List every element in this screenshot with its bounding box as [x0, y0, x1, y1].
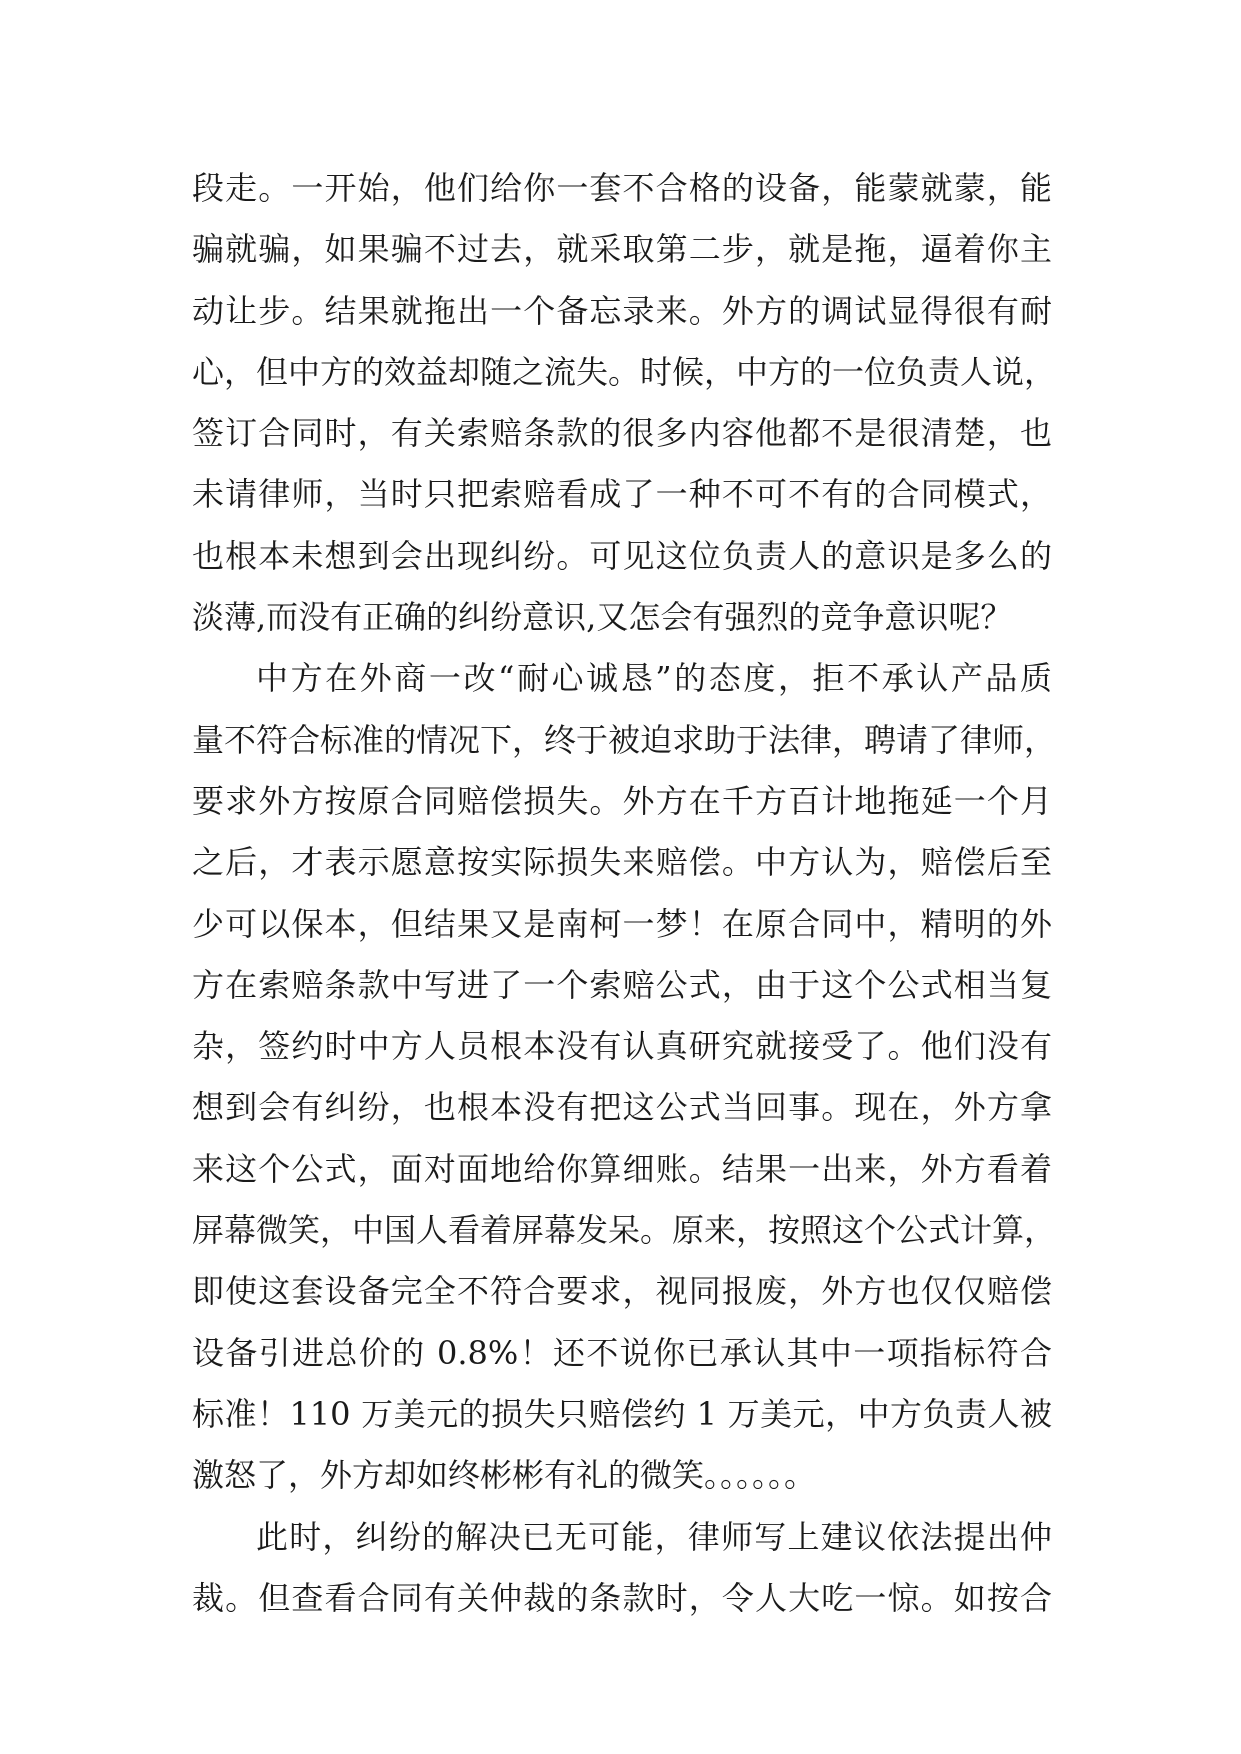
text-line: 设备引进总价的 0.8%！还不说你已承认其中一项指标符合	[192, 1333, 1052, 1372]
text-line: 中方在外商一改“耐心诚恳”的态度，拒不承认产品质	[256, 659, 1052, 698]
text-line: 心，但中方的效益却随之流失。时候，中方的一位负责人说，	[192, 352, 1057, 391]
text-line: 要求外方按原合同赔偿损失。外方在千方百计地拖延一个月	[192, 781, 1052, 820]
text-line: 此时，纠纷的解决已无可能，律师写上建议依法提出仲	[256, 1517, 1052, 1556]
text-line: 想到会有纠纷，也根本没有把这公式当回事。现在，外方拿	[192, 1088, 1052, 1127]
text-line: 屏幕微笑，中国人看着屏幕发呆。原来，按照这个公式计算，	[192, 1211, 1057, 1250]
text-line: 签订合同时，有关索赔条款的很多内容他都不是很清楚，也	[192, 414, 1052, 453]
body-text	[192, 158, 1057, 1629]
text-line: 激怒了，外方却如终彬彬有礼的微笑。。。。。。	[192, 1456, 817, 1495]
text-line: 也根本未想到会出现纠纷。可见这位负责人的意识是多么的	[192, 536, 1052, 575]
text-line: 之后，才表示愿意按实际损失来赔偿。中方认为，赔偿后至	[192, 843, 1052, 882]
text-line: 少可以保本，但结果又是南柯一梦！在原合同中，精明的外	[192, 904, 1052, 943]
text-line: 动让步。结果就拖出一个备忘录来。外方的调试显得很有耐	[192, 291, 1052, 330]
text-line: 即使这套设备完全不符合要求，视同报废，外方也仅仅赔偿	[192, 1272, 1052, 1311]
text-line: 未请律师，当时只把索赔看成了一种不可不有的合同模式，	[192, 475, 1052, 514]
paragraph-2	[192, 648, 1057, 1506]
text-line: 杂，签约时中方人员根本没有认真研究就接受了。他们没有	[192, 1027, 1052, 1066]
text-line: 方在索赔条款中写进了一个索赔公式，由于这个公式相当复	[192, 965, 1052, 1004]
text-line: 标准！110 万美元的损失只赔偿约 1 万美元，中方负责人被	[192, 1394, 1052, 1433]
text-line: 裁。但查看合同有关仲裁的条款时，令人大吃一惊。如按合	[192, 1578, 1052, 1617]
text-line: 骗就骗，如果骗不过去，就采取第二步，就是拖，逼着你主	[192, 230, 1052, 269]
paragraph-3	[192, 1507, 1052, 1630]
text-line: 淡薄,而没有正确的纠纷意识,又怎会有强烈的竞争意识呢？	[192, 598, 1013, 637]
text-line: 来这个公式，面对面地给你算细账。结果一出来，外方看着	[192, 1149, 1052, 1188]
text-line: 段走。一开始，他们给你一套不合格的设备，能蒙就蒙，能	[192, 169, 1052, 207]
paragraph-1	[192, 158, 1057, 648]
text-line: 量不符合标准的情况下，终于被迫求助于法律，聘请了律师，	[192, 720, 1057, 759]
